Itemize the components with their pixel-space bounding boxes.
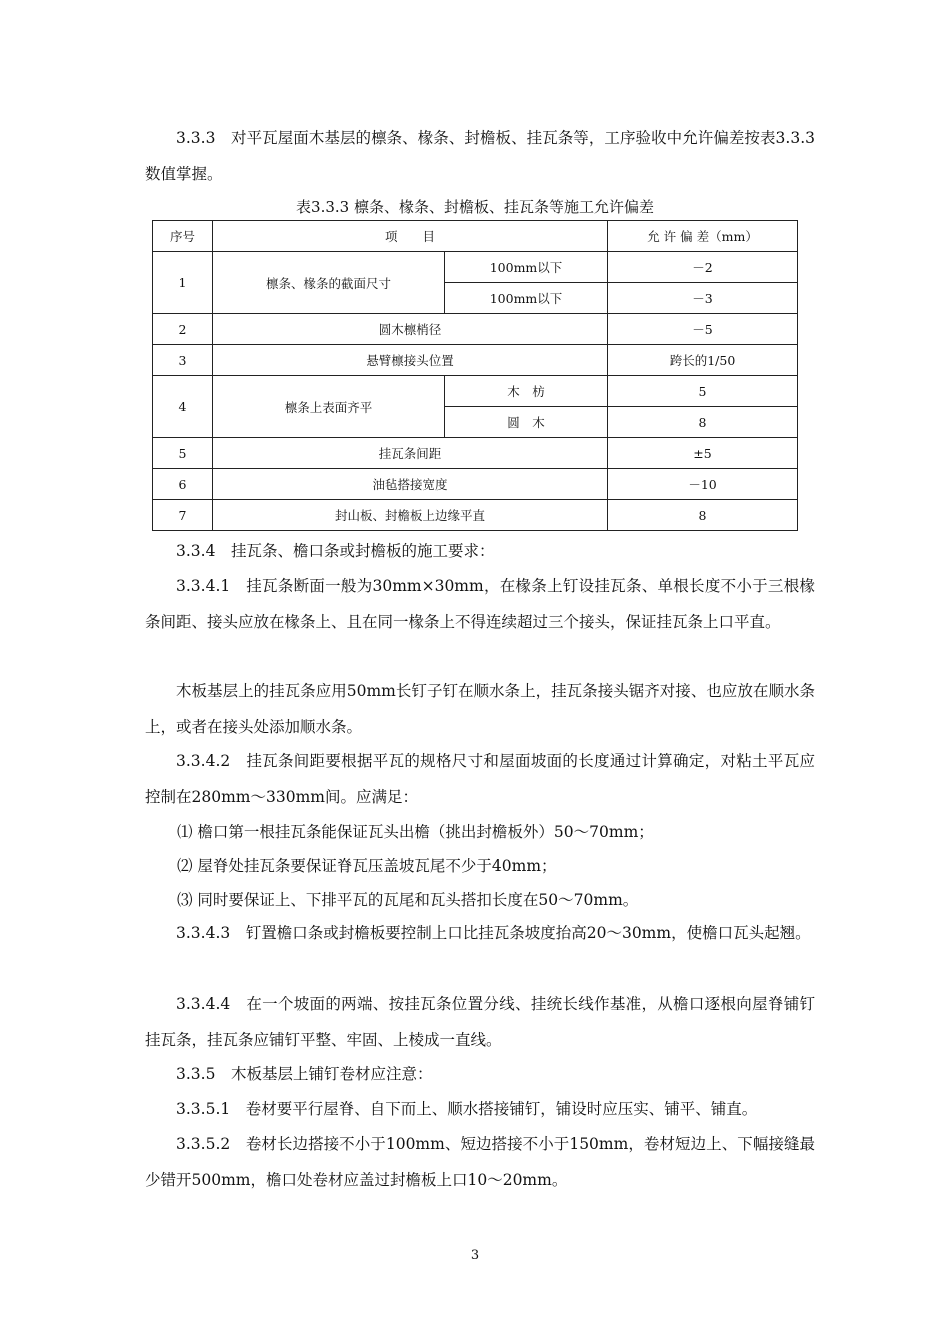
paragraph-3-3-4: 3.3.4 挂瓦条、檐口条或封檐板的施工要求： — [176, 542, 495, 560]
paragraph-3-3-3: 3.3.3 对平瓦屋面木基层的檩条、椽条、封檐板、挂瓦条等，工序验收中允许偏差按表3.3.3数值掌握。 — [145, 129, 815, 183]
cell-seq: 1 — [153, 252, 213, 314]
table-row — [153, 438, 798, 469]
cell-tolerance: －2 — [608, 252, 798, 283]
cell-item: 悬臂檩接头位置 — [213, 345, 608, 376]
header-tolerance: 允 许 偏 差（mm） — [608, 221, 798, 252]
header-seq: 序号 — [153, 221, 213, 252]
cell-seq: 7 — [153, 500, 213, 531]
cell-seq: 2 — [153, 314, 213, 345]
paragraph-3-3-5: 3.3.5 木板基层上铺钉卷材应注意： — [176, 1065, 433, 1083]
list-item-2: ⑵ 屋脊处挂瓦条要保证脊瓦压盖坡瓦尾不少于40mm； — [177, 857, 557, 875]
cell-tolerance: －3 — [608, 283, 798, 314]
paragraph-3-3-4-3: 3.3.4.3 钉置檐口条或封檐板要控制上口比挂瓦条坡度抬高20～30mm，使檐口瓦头起翘。 — [176, 924, 811, 942]
cell-seq: 4 — [153, 376, 213, 438]
cell-seq: 6 — [153, 469, 213, 500]
cell-item: 封山板、封檐板上边缘平直 — [213, 500, 608, 531]
paragraph-3-3-5-2: 3.3.5.2 卷材长边搭接不小于100mm、短边搭接不小于150mm，卷材短边上、下幅接缝最少错开500mm，檐口处卷材应盖过封檐板上口10～20mm。 — [145, 1135, 815, 1189]
table-row — [153, 376, 798, 407]
tolerance-table — [152, 220, 798, 531]
cell-tolerance: 8 — [608, 500, 798, 531]
cell-item: 挂瓦条间距 — [213, 438, 608, 469]
table-row — [153, 500, 798, 531]
cell-subitem: 木 枋 — [445, 376, 608, 407]
cell-item: 油毡搭接宽度 — [213, 469, 608, 500]
header-item: 项 目 — [213, 221, 608, 252]
table-header-row — [153, 221, 798, 252]
list-item-3: ⑶ 同时要保证上、下排平瓦的瓦尾和瓦头搭扣长度在50～70mm。 — [177, 891, 639, 909]
cell-item: 圆木檩梢径 — [213, 314, 608, 345]
table-row — [153, 345, 798, 376]
cell-tolerance: ±5 — [608, 438, 798, 469]
paragraph-3-3-5-1: 3.3.5.1 卷材要平行屋脊、自下而上、顺水搭接铺钉，铺设时应压实、铺平、铺直。 — [176, 1100, 758, 1118]
cell-subitem: 圆 木 — [445, 407, 608, 438]
cell-tolerance: 8 — [608, 407, 798, 438]
paragraph-3-3-4-4: 3.3.4.4 在一个坡面的两端、按挂瓦条位置分线、挂统长线作基准，从檐口逐根向屋脊铺钉挂瓦条，挂瓦条应铺钉平整、牢固、上棱成一直线。 — [145, 995, 815, 1049]
table-row — [153, 252, 798, 283]
cell-tolerance: －10 — [608, 469, 798, 500]
list-item-1: ⑴ 檐口第一根挂瓦条能保证瓦头出檐（挑出封檐板外）50～70mm； — [177, 823, 654, 841]
table-row — [153, 314, 798, 345]
page-number: 3 — [470, 1248, 480, 1263]
table-row — [153, 469, 798, 500]
cell-subitem: 100mm以下 — [445, 283, 608, 314]
paragraph-3-3-4-2: 3.3.4.2 挂瓦条间距要根据平瓦的规格尺寸和屋面坡面的长度通过计算确定，对粘土平瓦应控制在280mm～330mm间。应满足： — [145, 752, 815, 806]
cell-tolerance: 5 — [608, 376, 798, 407]
paragraph-3-3-4-1: 3.3.4.1 挂瓦条断面一般为30mm×30mm，在椽条上钉设挂瓦条、单根长度不小于三根椽条间距、接头应放在椽条上、且在同一椽条上不得连续超过三个接头，保证挂瓦条上口平直。 — [145, 577, 815, 631]
cell-tolerance: －5 — [608, 314, 798, 345]
cell-item: 檩条上表面齐平 — [213, 376, 445, 438]
table-caption: 表3.3.3 檩条、椽条、封檐板、挂瓦条等施工允许偏差 — [296, 198, 654, 216]
cell-item: 檩条、椽条的截面尺寸 — [213, 252, 445, 314]
cell-seq: 5 — [153, 438, 213, 469]
cell-subitem: 100mm以下 — [445, 252, 608, 283]
paragraph-3-3-4-1-b: 木板基层上的挂瓦条应用50mm长钉子钉在顺水条上，挂瓦条接头锯齐对接、也应放在顺水条上，或者在接头处添加顺水条。 — [145, 682, 815, 736]
cell-tolerance: 跨长的1/50 — [608, 345, 798, 376]
cell-seq: 3 — [153, 345, 213, 376]
